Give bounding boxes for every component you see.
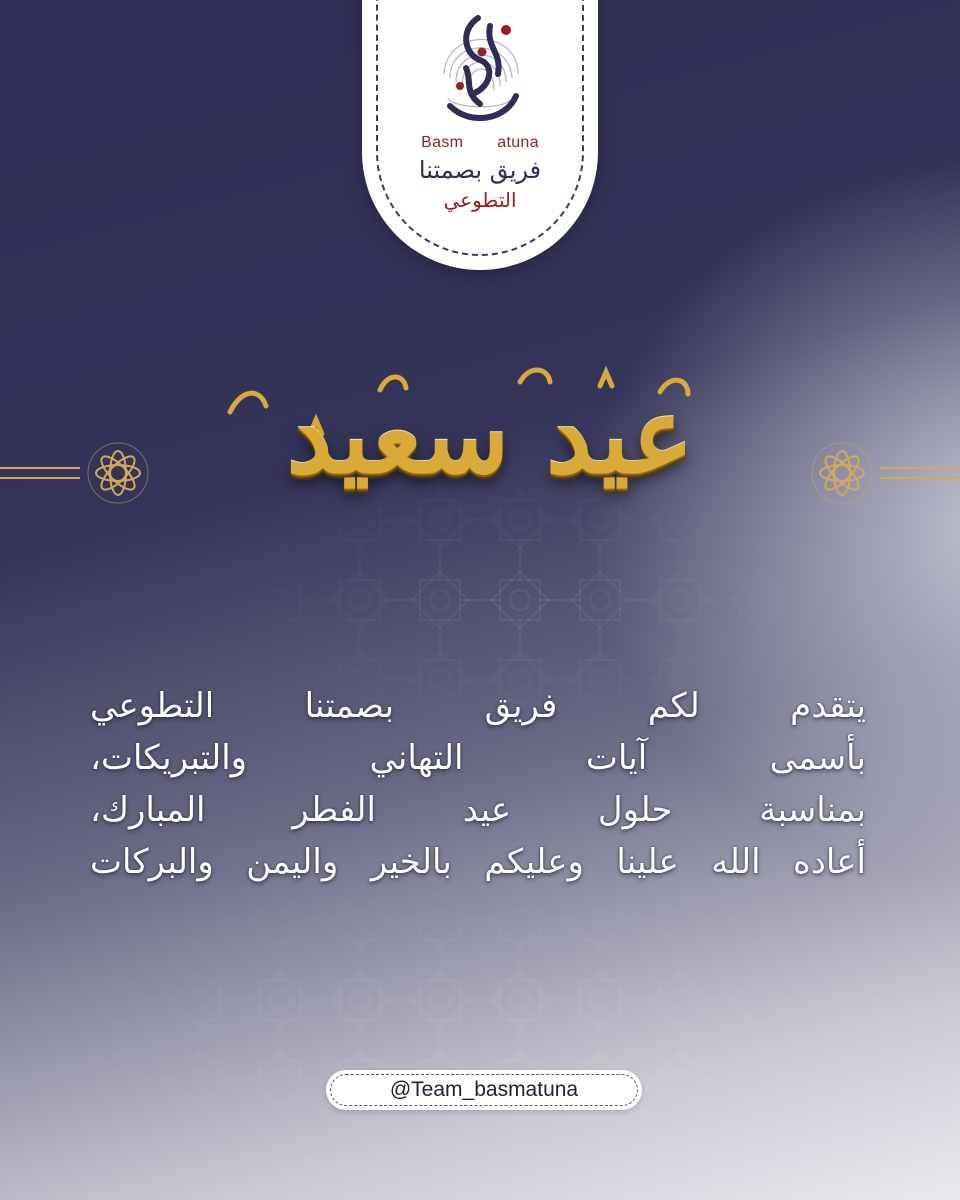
greeting-message: [90, 680, 866, 888]
logo-badge: [362, 0, 598, 270]
left-flower-ornament-icon: [0, 436, 160, 512]
message-line-1: يتقدم لكم فريق بصمتنا التطوعي: [90, 686, 866, 726]
calligraphy-fingerprint-logo-icon: [420, 8, 540, 138]
social-handle-text: @Team_basmatuna: [389, 1078, 579, 1101]
brand-arabic-line1: فريق بصمتنا: [418, 156, 542, 184]
eid-saeed-headline: [190, 348, 790, 518]
brand-latin-name: Basm atuna: [421, 134, 539, 151]
message-line-4: أعاده الله علينا وعليكم بالخير واليمن والبركات: [90, 842, 866, 882]
headline-text: عيد سعيد: [286, 374, 694, 497]
message-line-2: بأسمى آيات التهاني والتبريكات،: [90, 738, 866, 778]
social-handle-pill: [326, 1070, 642, 1110]
right-flower-ornament-icon: [800, 436, 960, 512]
message-line-3: بمناسبة حلول عيد الفطر المبارك،: [90, 790, 866, 830]
brand-arabic-line2: التطوعي: [443, 188, 517, 212]
